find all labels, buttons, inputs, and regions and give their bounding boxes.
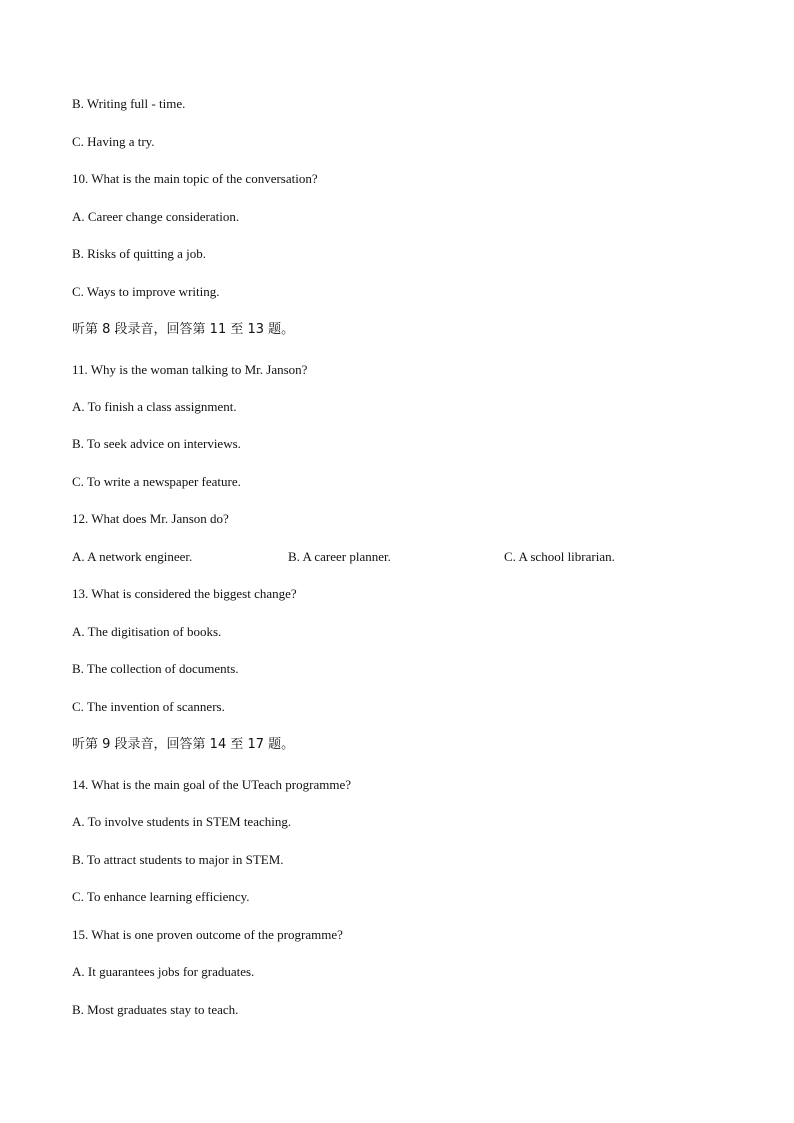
q12-option-c: C. A school librarian. bbox=[504, 549, 615, 564]
q10-option-a: A. Career change consideration. bbox=[72, 209, 240, 224]
section-9-instruction: 听第 9 段录音，回答第 14 至 17 题。 bbox=[72, 737, 295, 752]
q9-option-b: B. Writing full - time. bbox=[72, 96, 186, 111]
q13-option-c: C. The invention of scanners. bbox=[72, 699, 225, 714]
q13-question: 13. What is considered the biggest change? bbox=[72, 586, 297, 601]
q14-option-c: C. To enhance learning efficiency. bbox=[72, 889, 250, 904]
q10-option-c: C. Ways to improve writing. bbox=[72, 284, 220, 299]
q13-option-a: A. The digitisation of books. bbox=[72, 624, 222, 639]
q15-option-a: A. It guarantees jobs for graduates. bbox=[72, 964, 255, 979]
q14-option-a: A. To involve students in STEM teaching. bbox=[72, 814, 292, 829]
q15-option-b: B. Most graduates stay to teach. bbox=[72, 1002, 239, 1017]
q12-option-a: A. A network engineer. bbox=[72, 549, 193, 564]
q13-option-b: B. The collection of documents. bbox=[72, 661, 239, 676]
q11-option-a: A. To finish a class assignment. bbox=[72, 399, 237, 414]
q11-question: 11. Why is the woman talking to Mr. Janson? bbox=[72, 362, 308, 377]
section-8-instruction: 听第 8 段录音，回答第 11 至 13 题。 bbox=[72, 322, 295, 337]
q12-option-b: B. A career planner. bbox=[288, 549, 391, 564]
q14-option-b: B. To attract students to major in STEM. bbox=[72, 852, 284, 867]
q14-question: 14. What is the main goal of the UTeach programme? bbox=[72, 777, 351, 792]
q10-option-b: B. Risks of quitting a job. bbox=[72, 246, 206, 261]
q11-option-c: C. To write a newspaper feature. bbox=[72, 474, 241, 489]
q11-option-b: B. To seek advice on interviews. bbox=[72, 436, 241, 451]
q9-option-c: C. Having a try. bbox=[72, 134, 155, 149]
q15-question: 15. What is one proven outcome of the programme? bbox=[72, 927, 343, 942]
q10-question: 10. What is the main topic of the conversation? bbox=[72, 171, 318, 186]
q12-question: 12. What does Mr. Janson do? bbox=[72, 511, 229, 526]
q12-options-row bbox=[72, 549, 732, 565]
